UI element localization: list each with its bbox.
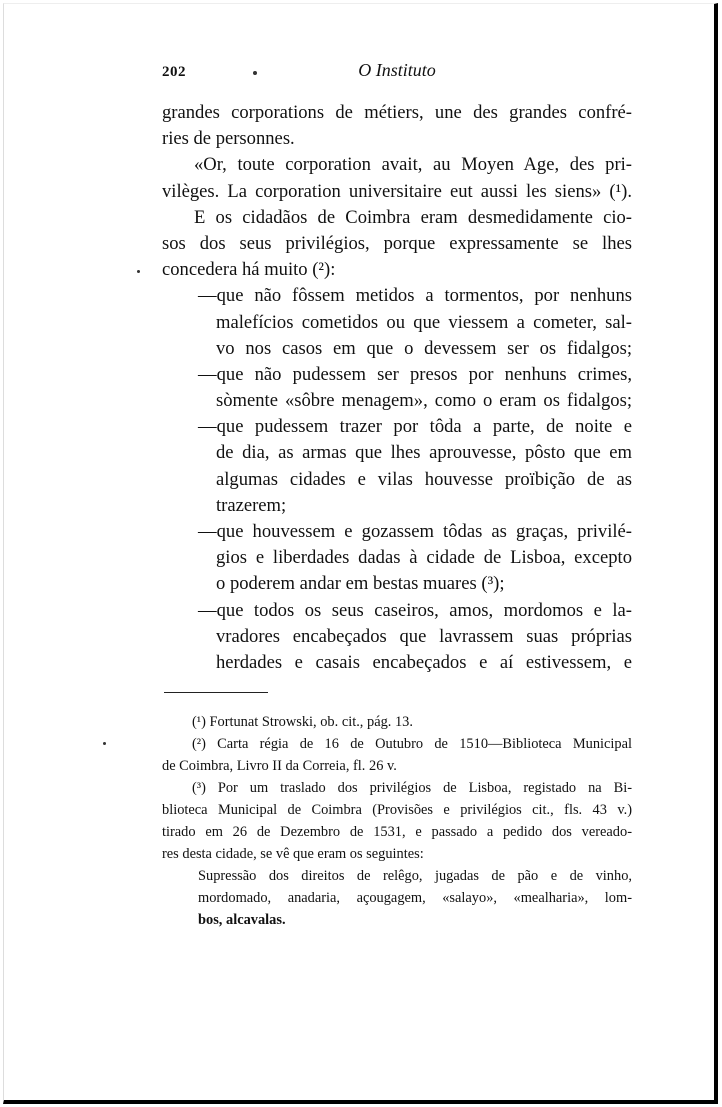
footnotes: [162, 711, 632, 931]
text-line: algumas cidades e vilas houvesse proïbição de as: [216, 468, 632, 490]
text-line: malefícios cometidos ou que viessem a cometer, sal-: [216, 311, 632, 333]
text-line: —que não pudessem ser presos por nenhuns crimes,: [198, 363, 632, 385]
text-line: de dia, as armas que lhes aprouvesse, pôsto que em: [216, 442, 632, 464]
text-line: o poderem andar em bestas muares (³);: [216, 573, 505, 595]
footnote-line: (³) Por um traslado dos privilégios de Lisboa, registado na Bi-: [192, 780, 632, 796]
text-line: vradores encabeçados que lavrassem suas próprias: [216, 625, 632, 647]
footnote-quote-line: Supressão dos direitos de relêgo, jugadas de pão e de vinho,: [198, 868, 632, 884]
text-line: ries de personnes.: [162, 128, 295, 150]
footnote-line: (¹) Fortunat Strowski, ob. cit., pág. 13.: [192, 714, 413, 730]
text-line: grandes corporations de métiers, une des grandes confré-: [162, 102, 632, 123]
text-line: concedera há muito (²):: [162, 259, 336, 281]
text-line: E os cidadãos de Coimbra eram desmedidamente cio-: [194, 206, 632, 228]
text-line: sos dos seus privilégios, porque expressamente se lhes: [162, 232, 632, 254]
running-header: [162, 60, 632, 90]
text-line: —que houvessem e gozassem tôdas as graças, privilé-: [198, 521, 632, 542]
text-line: trazerem;: [216, 494, 287, 516]
page-number: 202: [162, 64, 186, 80]
book-page: [162, 60, 632, 928]
text-line: «Or, toute corporation avait, au Moyen Age, des pri-: [194, 154, 632, 176]
footnote-rule: [164, 692, 268, 693]
footnote-line: (²) Carta régia de 16 de Outubro de 1510—Biblioteca Municipal: [192, 736, 632, 752]
margin-speck: [103, 742, 106, 745]
margin-speck: [137, 270, 140, 273]
main-text: [162, 100, 632, 676]
footnote-quote-line: bos, alcavalas.: [198, 912, 286, 928]
footnote-line: blioteca Municipal de Coimbra (Provisões e privilégios cit., fls. 43 v.): [162, 802, 632, 818]
footnote-line: res desta cidade, se vê que eram os seguintes:: [162, 846, 424, 862]
text-line: —que pudessem trazer por tôda a parte, de noite e: [198, 416, 632, 438]
text-line: herdades e casais encabeçados e aí estivessem, e: [216, 651, 632, 673]
text-line: vilèges. La corporation universitaire eut aussi les siens» (¹).: [162, 180, 632, 202]
footnote-quote-line: mordomado, anadaria, açougagem, «salayo», «mealharia», lom-: [198, 890, 632, 906]
text-line: gios e liberdades dadas à cidade de Lisboa, excepto: [216, 547, 632, 569]
footnote-line: de Coimbra, Livro II da Correia, fl. 26 v.: [162, 758, 397, 774]
text-line: —que todos os seus caseiros, amos, mordomos e la-: [198, 599, 632, 621]
text-line: —que não fôssem metidos a tormentos, por nenhuns: [198, 285, 632, 307]
text-line: vo nos casos em que o devessem ser os fidalgos;: [216, 337, 632, 359]
footnote-line: tirado em 26 de Dezembro de 1531, e passado a pedido dos vereado-: [162, 824, 632, 840]
text-line: sòmente «sôbre menagem», como o eram os fidalgos;: [216, 390, 632, 412]
running-title: O Instituto: [358, 60, 436, 80]
